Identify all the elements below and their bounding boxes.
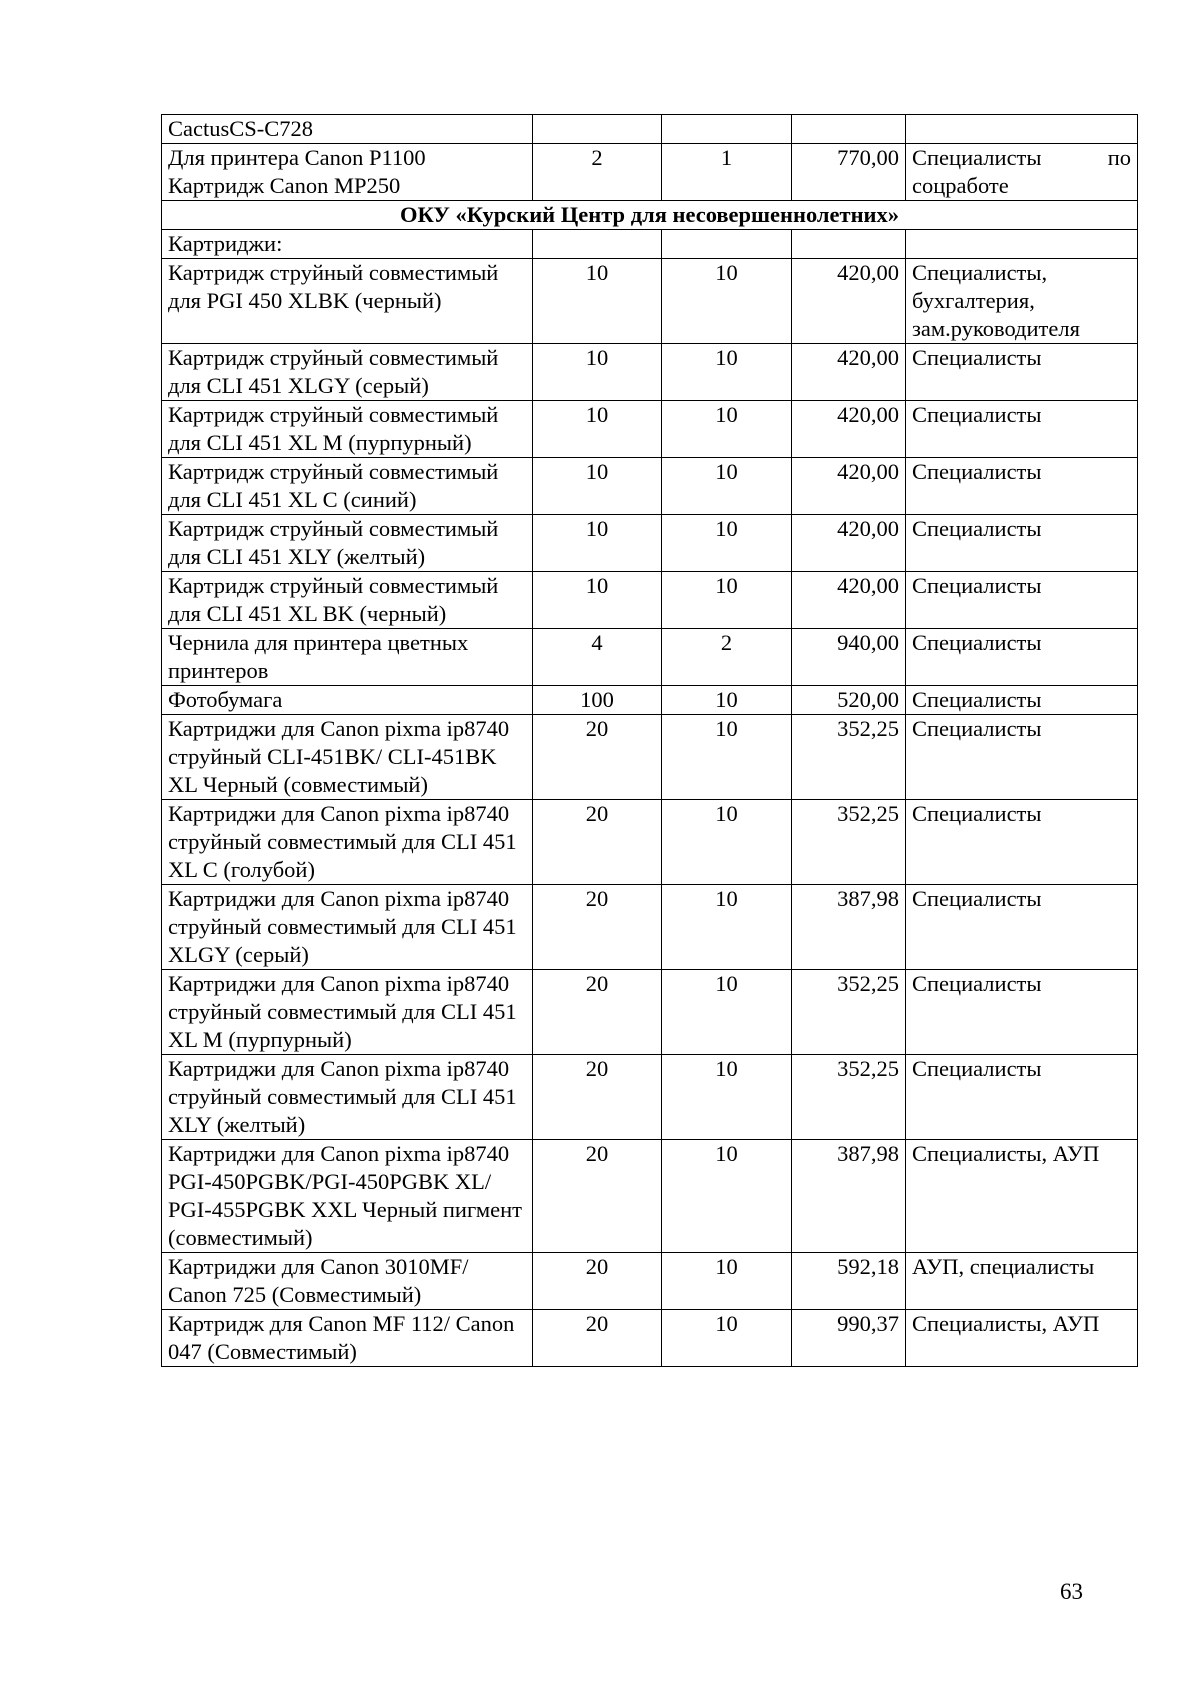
quantity-cell: 20 [533, 970, 662, 1055]
table-row [162, 885, 1138, 970]
quantity-cell: 10 [662, 401, 792, 458]
quantity-cell: 2 [662, 629, 792, 686]
quantity-cell: 20 [533, 1140, 662, 1253]
recipient-cell: Специалисты [906, 344, 1138, 401]
price-cell: 990,37 [792, 1310, 906, 1367]
recipient-cell: Специалисты [906, 629, 1138, 686]
table-row [162, 230, 1138, 259]
quantity-cell: 10 [533, 401, 662, 458]
quantity-cell: 20 [533, 1310, 662, 1367]
price-cell: 387,98 [792, 1140, 906, 1253]
item-name-cell: Картридж струйный совместимый для PGI 450 XLBK (черный) [162, 259, 533, 344]
table-row [162, 970, 1138, 1055]
price-cell: 420,00 [792, 572, 906, 629]
quantity-cell: 10 [662, 1055, 792, 1140]
price-cell: 520,00 [792, 686, 906, 715]
item-name-cell: Картридж для Canon MF 112/ Canon 047 (Совместимый) [162, 1310, 533, 1367]
quantity-cell: 20 [533, 885, 662, 970]
recipient-cell: Специалисты [906, 1055, 1138, 1140]
item-name-cell: Чернила для принтера цветных принтеров [162, 629, 533, 686]
recipient-cell: Специалисты, АУП [906, 1140, 1138, 1253]
price-cell: 420,00 [792, 458, 906, 515]
quantity-cell: 20 [533, 715, 662, 800]
quantity-cell: 10 [662, 970, 792, 1055]
item-name-cell: Картридж струйный совместимый для CLI 451 XLY (желтый) [162, 515, 533, 572]
empty-cell [662, 115, 792, 144]
recipient-line: соцработе [912, 173, 1009, 198]
recipient-cell: Специалисты [906, 715, 1138, 800]
quantity-cell: 100 [533, 686, 662, 715]
recipient-cell: Специалисты [906, 970, 1138, 1055]
price-cell: 420,00 [792, 344, 906, 401]
quantity-cell: 20 [533, 1055, 662, 1140]
item-name-cell: Картридж струйный совместимый для CLI 451 XLGY (серый) [162, 344, 533, 401]
recipient-cell: Специалисты [906, 885, 1138, 970]
empty-cell [662, 230, 792, 259]
quantity-cell: 10 [662, 458, 792, 515]
recipient-cell [906, 144, 1138, 201]
price-cell: 420,00 [792, 401, 906, 458]
table-row [162, 800, 1138, 885]
recipient-word: Специалисты [912, 145, 1042, 170]
price-cell: 770,00 [792, 144, 906, 201]
quantity-cell: 10 [662, 1253, 792, 1310]
empty-cell [792, 230, 906, 259]
item-name-cell: Картриджи для Canon pixma ip8740 струйный CLI-451BK/ CLI-451BK XL Черный (совместимый) [162, 715, 533, 800]
item-name-cell: Картриджи для Canon pixma ip8740 струйный совместимый для CLI 451 XLY (желтый) [162, 1055, 533, 1140]
quantity-cell: 10 [662, 515, 792, 572]
price-cell: 352,25 [792, 1055, 906, 1140]
recipient-word: по [1107, 145, 1131, 170]
empty-cell [533, 230, 662, 259]
quantity-cell: 10 [662, 572, 792, 629]
quantity-cell: 10 [662, 686, 792, 715]
recipient-cell: Специалисты [906, 458, 1138, 515]
item-name-cell: Картридж струйный совместимый для CLI 451 XL M (пурпурный) [162, 401, 533, 458]
table-row [162, 115, 1138, 144]
section-title: ОКУ «Курский Центр для несовершеннолетних» [162, 201, 1138, 230]
item-name-cell: Картриджи для Canon pixma ip8740 струйный совместимый для CLI 451 XLGY (серый) [162, 885, 533, 970]
table-row [162, 259, 1138, 344]
item-name-cell: Картридж струйный совместимый для CLI 451 XL BK (черный) [162, 572, 533, 629]
item-name-cell: Картридж струйный совместимый для CLI 451 XL C (синий) [162, 458, 533, 515]
quantity-cell: 2 [533, 144, 662, 201]
recipient-cell: Специалисты [906, 515, 1138, 572]
section-row [162, 201, 1138, 230]
quantity-cell: 10 [533, 515, 662, 572]
quantity-cell: 10 [662, 1140, 792, 1253]
table-row [162, 1140, 1138, 1253]
price-cell: 420,00 [792, 259, 906, 344]
table-row [162, 686, 1138, 715]
quantity-cell: 20 [533, 1253, 662, 1310]
quantity-cell: 4 [533, 629, 662, 686]
quantity-cell: 10 [662, 715, 792, 800]
recipient-cell: Специалисты [906, 572, 1138, 629]
price-cell: 352,25 [792, 970, 906, 1055]
price-cell: 352,25 [792, 715, 906, 800]
quantity-cell: 10 [533, 572, 662, 629]
recipient-cell: Специалисты, бухгалтерия, зам.руководителя [906, 259, 1138, 344]
table-row [162, 1310, 1138, 1367]
item-name-line: Для принтера Canon P1100 [168, 145, 426, 170]
table-row [162, 629, 1138, 686]
item-name-line: Картридж Canon MP250 [168, 173, 401, 198]
quantity-cell: 20 [533, 800, 662, 885]
table-row [162, 715, 1138, 800]
recipient-cell: Специалисты [906, 401, 1138, 458]
recipient-cell: Специалисты, АУП [906, 1310, 1138, 1367]
price-cell: 387,98 [792, 885, 906, 970]
price-cell: 352,25 [792, 800, 906, 885]
quantity-cell: 10 [662, 259, 792, 344]
quantity-cell: 10 [662, 885, 792, 970]
page-number: 63 [1060, 1579, 1083, 1604]
price-cell: 420,00 [792, 515, 906, 572]
table-row [162, 401, 1138, 458]
table-row [162, 344, 1138, 401]
group-label: Картриджи: [162, 230, 533, 259]
item-name-cell: Фотобумага [162, 686, 533, 715]
quantity-cell: 10 [533, 458, 662, 515]
quantity-cell: 10 [533, 259, 662, 344]
quantity-cell: 10 [662, 800, 792, 885]
recipient-line [912, 144, 1131, 172]
empty-cell [792, 115, 906, 144]
price-cell: 592,18 [792, 1253, 906, 1310]
item-name-cell: Картриджи для Canon pixma ip8740 PGI-450PGBK/PGI-450PGBK XL/ PGI-455PGBK XXL Черный пигмент (совместимый) [162, 1140, 533, 1253]
table-row [162, 515, 1138, 572]
empty-cell [906, 115, 1138, 144]
quantity-cell: 10 [662, 344, 792, 401]
item-name-cell: Картриджи для Canon pixma ip8740 струйный совместимый для CLI 451 XL M (пурпурный) [162, 970, 533, 1055]
table-row [162, 1253, 1138, 1310]
quantity-cell: 1 [662, 144, 792, 201]
empty-cell [533, 115, 662, 144]
supplies-table [161, 114, 1138, 1367]
item-name-cell: CactusCS-C728 [162, 115, 533, 144]
quantity-cell: 10 [533, 344, 662, 401]
item-name-cell: Картриджи для Canon pixma ip8740 струйный совместимый для CLI 451 XL C (голубой) [162, 800, 533, 885]
item-name-cell: Картриджи для Canon 3010MF/ Canon 725 (Совместимый) [162, 1253, 533, 1310]
recipient-cell: Специалисты [906, 800, 1138, 885]
table-row [162, 144, 1138, 201]
recipient-cell: Специалисты [906, 686, 1138, 715]
table-row [162, 1055, 1138, 1140]
item-name-cell [162, 144, 533, 201]
table-row [162, 458, 1138, 515]
table-row [162, 572, 1138, 629]
empty-cell [906, 230, 1138, 259]
recipient-cell: АУП, специалисты [906, 1253, 1138, 1310]
quantity-cell: 10 [662, 1310, 792, 1367]
price-cell: 940,00 [792, 629, 906, 686]
